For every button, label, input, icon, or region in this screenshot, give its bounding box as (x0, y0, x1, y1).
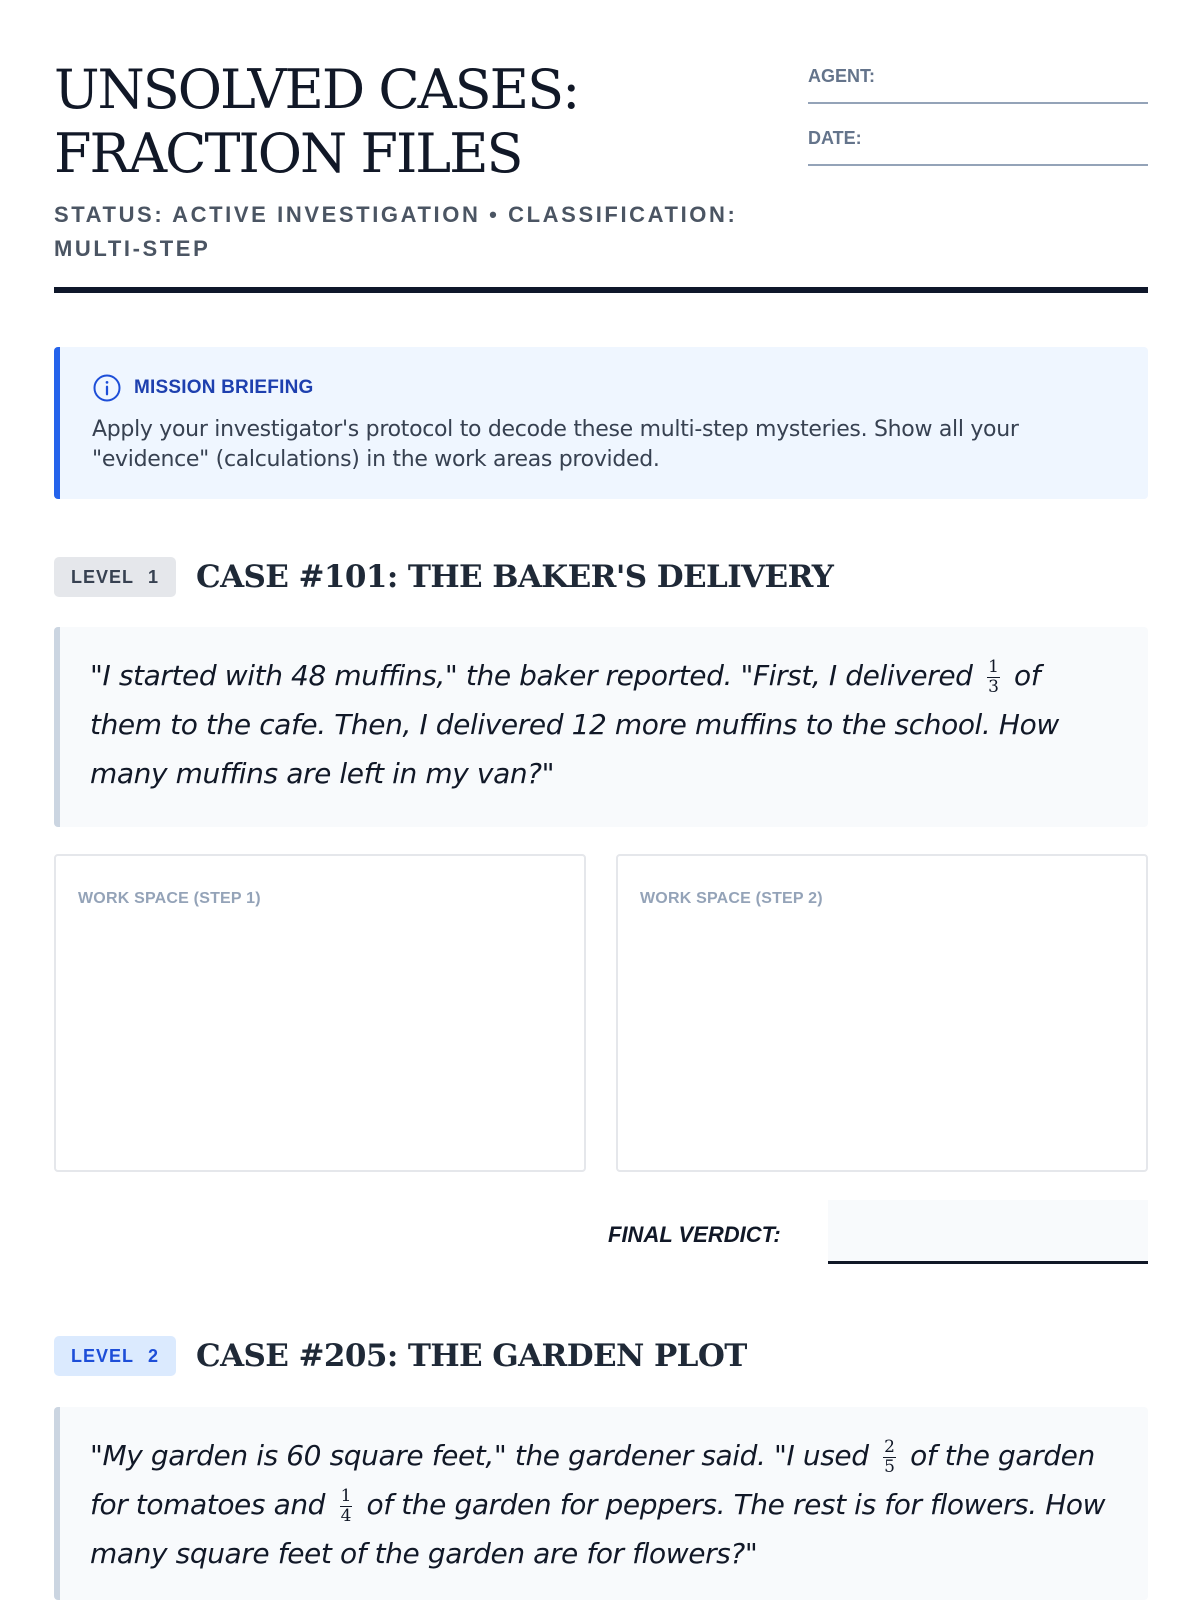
briefing-text: Apply your investigator's protocol to decode these multi-step mysteries. Show all your "evidence" (calculations) in the work areas provided. (92, 417, 1019, 472)
status-line: STATUS: ACTIVE INVESTIGATION • CLASSIFICATION: MULTI-STEP (54, 202, 738, 261)
story-text-part-1: "My garden is 60 square feet," the gardener said. "I used (90, 1439, 869, 1472)
level-word: LEVEL (70, 566, 134, 587)
level-badge (54, 1336, 176, 1376)
fraction-two-fifths (883, 1436, 895, 1477)
agent-label: AGENT: (808, 66, 875, 86)
case-title: CASE #101: THE BAKER'S DELIVERY (196, 559, 834, 595)
workspace-label: WORK SPACE (STEP 1) (78, 890, 261, 907)
verdict-answer-field[interactable] (828, 1200, 1148, 1264)
story-text-part-3: of the garden for peppers. The rest is for flowers. How many square feet of the garden are for flowers?" (90, 1488, 1106, 1570)
title-line-2: FRACTION FILES (54, 122, 522, 185)
date-field[interactable] (808, 124, 1148, 166)
fraction-one-third (987, 656, 999, 697)
story-text-part-1: "I started with 48 muffins," the baker reported. "First, I delivered (90, 659, 973, 692)
fraction-one-fourth (340, 1485, 352, 1526)
fraction-denominator: 3 (988, 676, 999, 697)
mission-briefing (54, 347, 1148, 499)
fraction-numerator: 2 (884, 1436, 895, 1457)
worksheet-header (54, 58, 1148, 266)
case-title: CASE #205: THE GARDEN PLOT (196, 1338, 747, 1374)
story-text-part-2: of them to the cafe. Then, I delivered 12 more muffins to the school. How many muffins are left in my van?" (90, 659, 1059, 790)
case-101-header (54, 557, 833, 597)
case-205-header (54, 1336, 747, 1376)
level-number: 2 (148, 1345, 160, 1366)
case-205-story (54, 1407, 1148, 1600)
page-title (54, 58, 694, 186)
date-label: DATE: (808, 128, 862, 148)
workspace-step-2[interactable] (616, 854, 1148, 1172)
final-verdict (600, 1200, 1148, 1266)
header-divider (54, 287, 1148, 293)
verdict-label: FINAL VERDICT: (608, 1222, 781, 1247)
level-number: 1 (148, 566, 160, 587)
fraction-numerator: 1 (988, 656, 999, 677)
briefing-header (92, 373, 1118, 403)
fraction-numerator: 1 (340, 1485, 351, 1506)
agent-date-fields (808, 62, 1148, 186)
fraction-denominator: 5 (884, 1456, 895, 1477)
title-line-1: UNSOLVED CASES: (54, 58, 579, 121)
workspace-step-1[interactable] (54, 854, 586, 1172)
level-badge (54, 557, 176, 597)
story-text-part-2: of the garden for tomatoes and (90, 1439, 1095, 1521)
workspace-label: WORK SPACE (STEP 2) (640, 890, 823, 907)
case-101-story (54, 627, 1148, 827)
level-word: LEVEL (70, 1345, 134, 1366)
agent-field[interactable] (808, 62, 1148, 104)
briefing-title: MISSION BRIEFING (134, 377, 314, 398)
info-icon (92, 373, 122, 403)
fraction-denominator: 4 (340, 1505, 351, 1526)
